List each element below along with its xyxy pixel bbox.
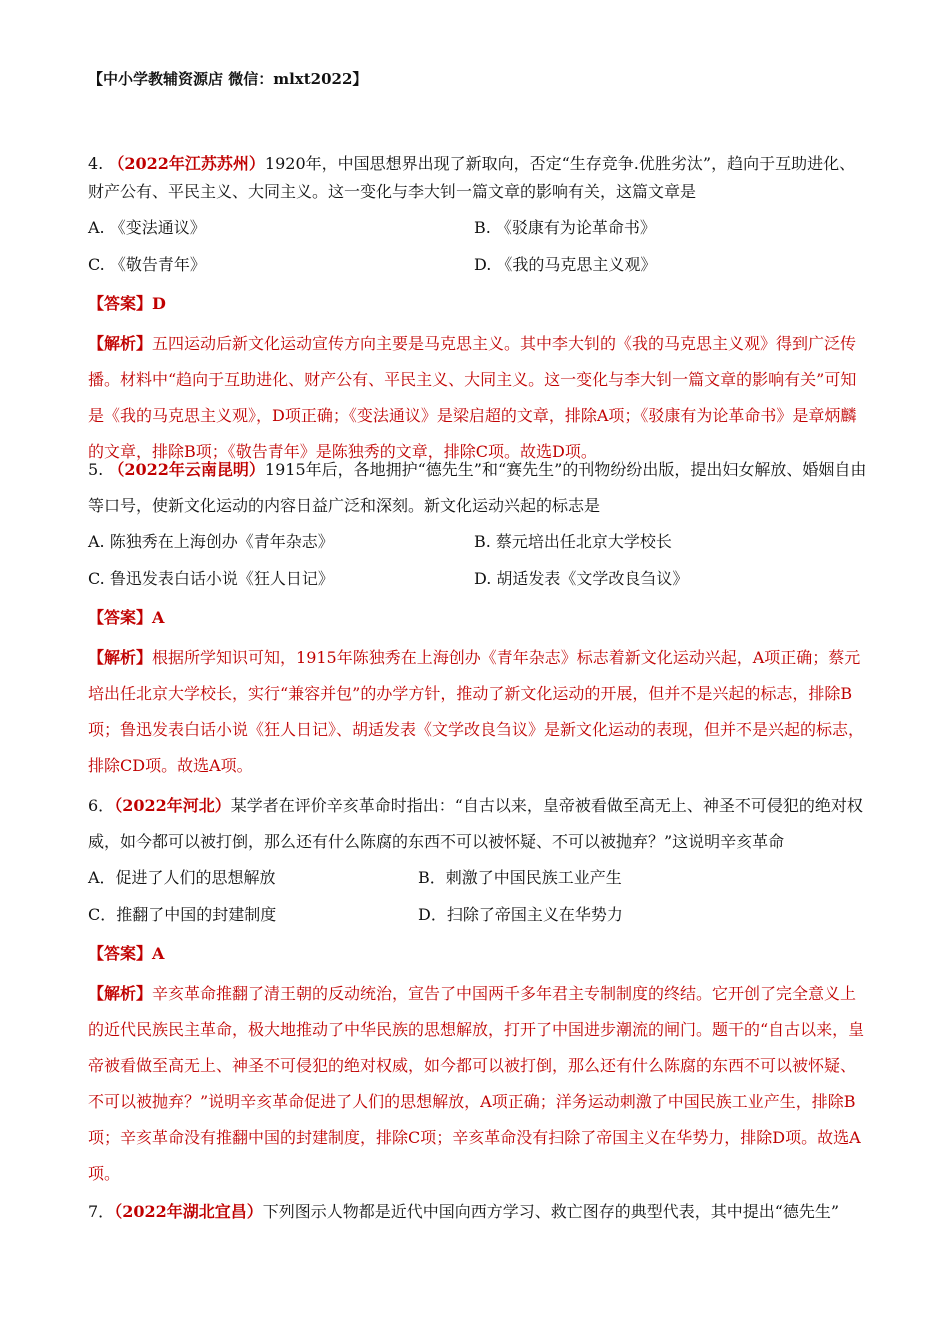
options-row	[88, 528, 868, 565]
question-stem: 5. （2022年云南昆明）1915年后，各地拥护“德先生”和“赛先生”的刊物纷纷出版，提出妇女解放、婚姻自由等口号，使新文化运动的内容日益广泛和深刻。新文化运动兴起的标志是	[88, 460, 867, 515]
options-row	[88, 251, 868, 288]
answer: 【答案】A	[88, 608, 165, 627]
answer: 【答案】A	[88, 944, 165, 963]
option-d: D. 《我的马克思主义观》	[474, 255, 657, 274]
option-b: B. 《驳康有为论革命书》	[474, 218, 656, 237]
options-row	[88, 901, 868, 938]
question-stem: 4. （2022年江苏苏州）1920年，中国思想界出现了新取向，否定“生存竞争.优胜劣汰”，趋向于互助进化、财产公有、平民主义、大同主义。这一变化与李大钊一篇文章的影响有关，这篇文章是	[88, 154, 856, 201]
question-stem: 6．（2022年河北）某学者在评价辛亥革命时指出：“自古以来，皇帝被看做至高无上、神圣不可侵犯的绝对权威，如今都可以被打倒，那么还有什么陈腐的东西不可以被怀疑、不可以被抛弃？”这说明辛亥革命	[88, 796, 863, 851]
question-5	[88, 452, 868, 784]
source-tag: （2022年湖北宜昌）	[114, 1202, 263, 1221]
option-a: A. 陈独秀在上海创办《青年杂志》	[88, 532, 334, 551]
question-4	[88, 150, 868, 470]
options-row	[88, 565, 868, 602]
option-c: C. 《敬告青年》	[88, 255, 206, 274]
source-tag: （2022年江苏苏州）	[108, 154, 265, 173]
analysis: 【解析】根据所学知识可知，1915年陈独秀在上海创办《青年杂志》标志着新文化运动兴起，A项正确；蔡元培出任北京大学校长，实行“兼容并包”的办学方针，推动了新文化运动的开展，但并不是兴起的标志，排除B项；鲁迅发表白话小说《狂人日记》、胡适发表《文学改良刍议》是新文化运动的表现，但并不是兴起的标志，排除CD项。故选A项。	[88, 648, 865, 775]
question-7	[88, 1198, 868, 1226]
option-b: B．刺激了中国民族工业产生	[418, 868, 622, 887]
options-row	[88, 864, 868, 901]
option-a: A. 《变法通议》	[88, 218, 206, 237]
option-c: C．推翻了中国的封建制度	[88, 905, 277, 924]
option-a: A．促进了人们的思想解放	[88, 868, 276, 887]
option-c: C. 鲁迅发表白话小说《狂人日记》	[88, 569, 334, 588]
option-d: D．扫除了帝国主义在华势力	[418, 905, 623, 924]
option-b: B. 蔡元培出任北京大学校长	[474, 532, 672, 551]
source-tag: （2022年河北）	[114, 796, 231, 815]
analysis: 【解析】辛亥革命推翻了清王朝的反动统治，宣告了中国两千多年君主专制制度的终结。它开创了完全意义上的近代民族民主革命，极大地推动了中华民族的思想解放，打开了中国进步潮流的闸门。题干的“自古以来，皇帝被看做至高无上、神圣不可侵犯的绝对权威，如今都可以被打倒，那么还有什么陈腐的东西不可以被怀疑、不可以被抛弃？”说明辛亥革命促进了人们的思想解放，A项正确；洋务运动刺激了中国民族工业产生，排除B项；辛亥革命没有推翻中国的封建制度，排除C项；辛亥革命没有扫除了帝国主义在华势力，排除D项。故选A项。	[88, 984, 865, 1183]
analysis: 【解析】五四运动后新文化运动宣传方向主要是马克思主义。其中李大钊的《我的马克思主义观》得到广泛传播。材料中“趋向于互助进化、财产公有、平民主义、大同主义。这一变化与李大钊一篇文章的影响有关”可知是《我的马克思主义观》，D项正确；《变法通议》是梁启超的文章，排除A项；《驳康有为论革命书》是章炳麟的文章，排除B项；《敬告青年》是陈独秀的文章，排除C项。故选D项。	[88, 334, 857, 461]
option-d: D. 胡适发表《文学改良刍议》	[474, 569, 689, 588]
answer: 【答案】D	[88, 294, 166, 313]
question-stem: 7．（2022年湖北宜昌）下列图示人物都是近代中国向西方学习、救亡图存的典型代表，其中提出“德先生”	[88, 1202, 840, 1221]
page-header: 【中小学教辅资源店 微信：mlxt2022】	[88, 70, 368, 88]
source-tag: （2022年云南昆明）	[108, 460, 265, 479]
options-row	[88, 214, 868, 251]
question-6	[88, 788, 868, 1192]
